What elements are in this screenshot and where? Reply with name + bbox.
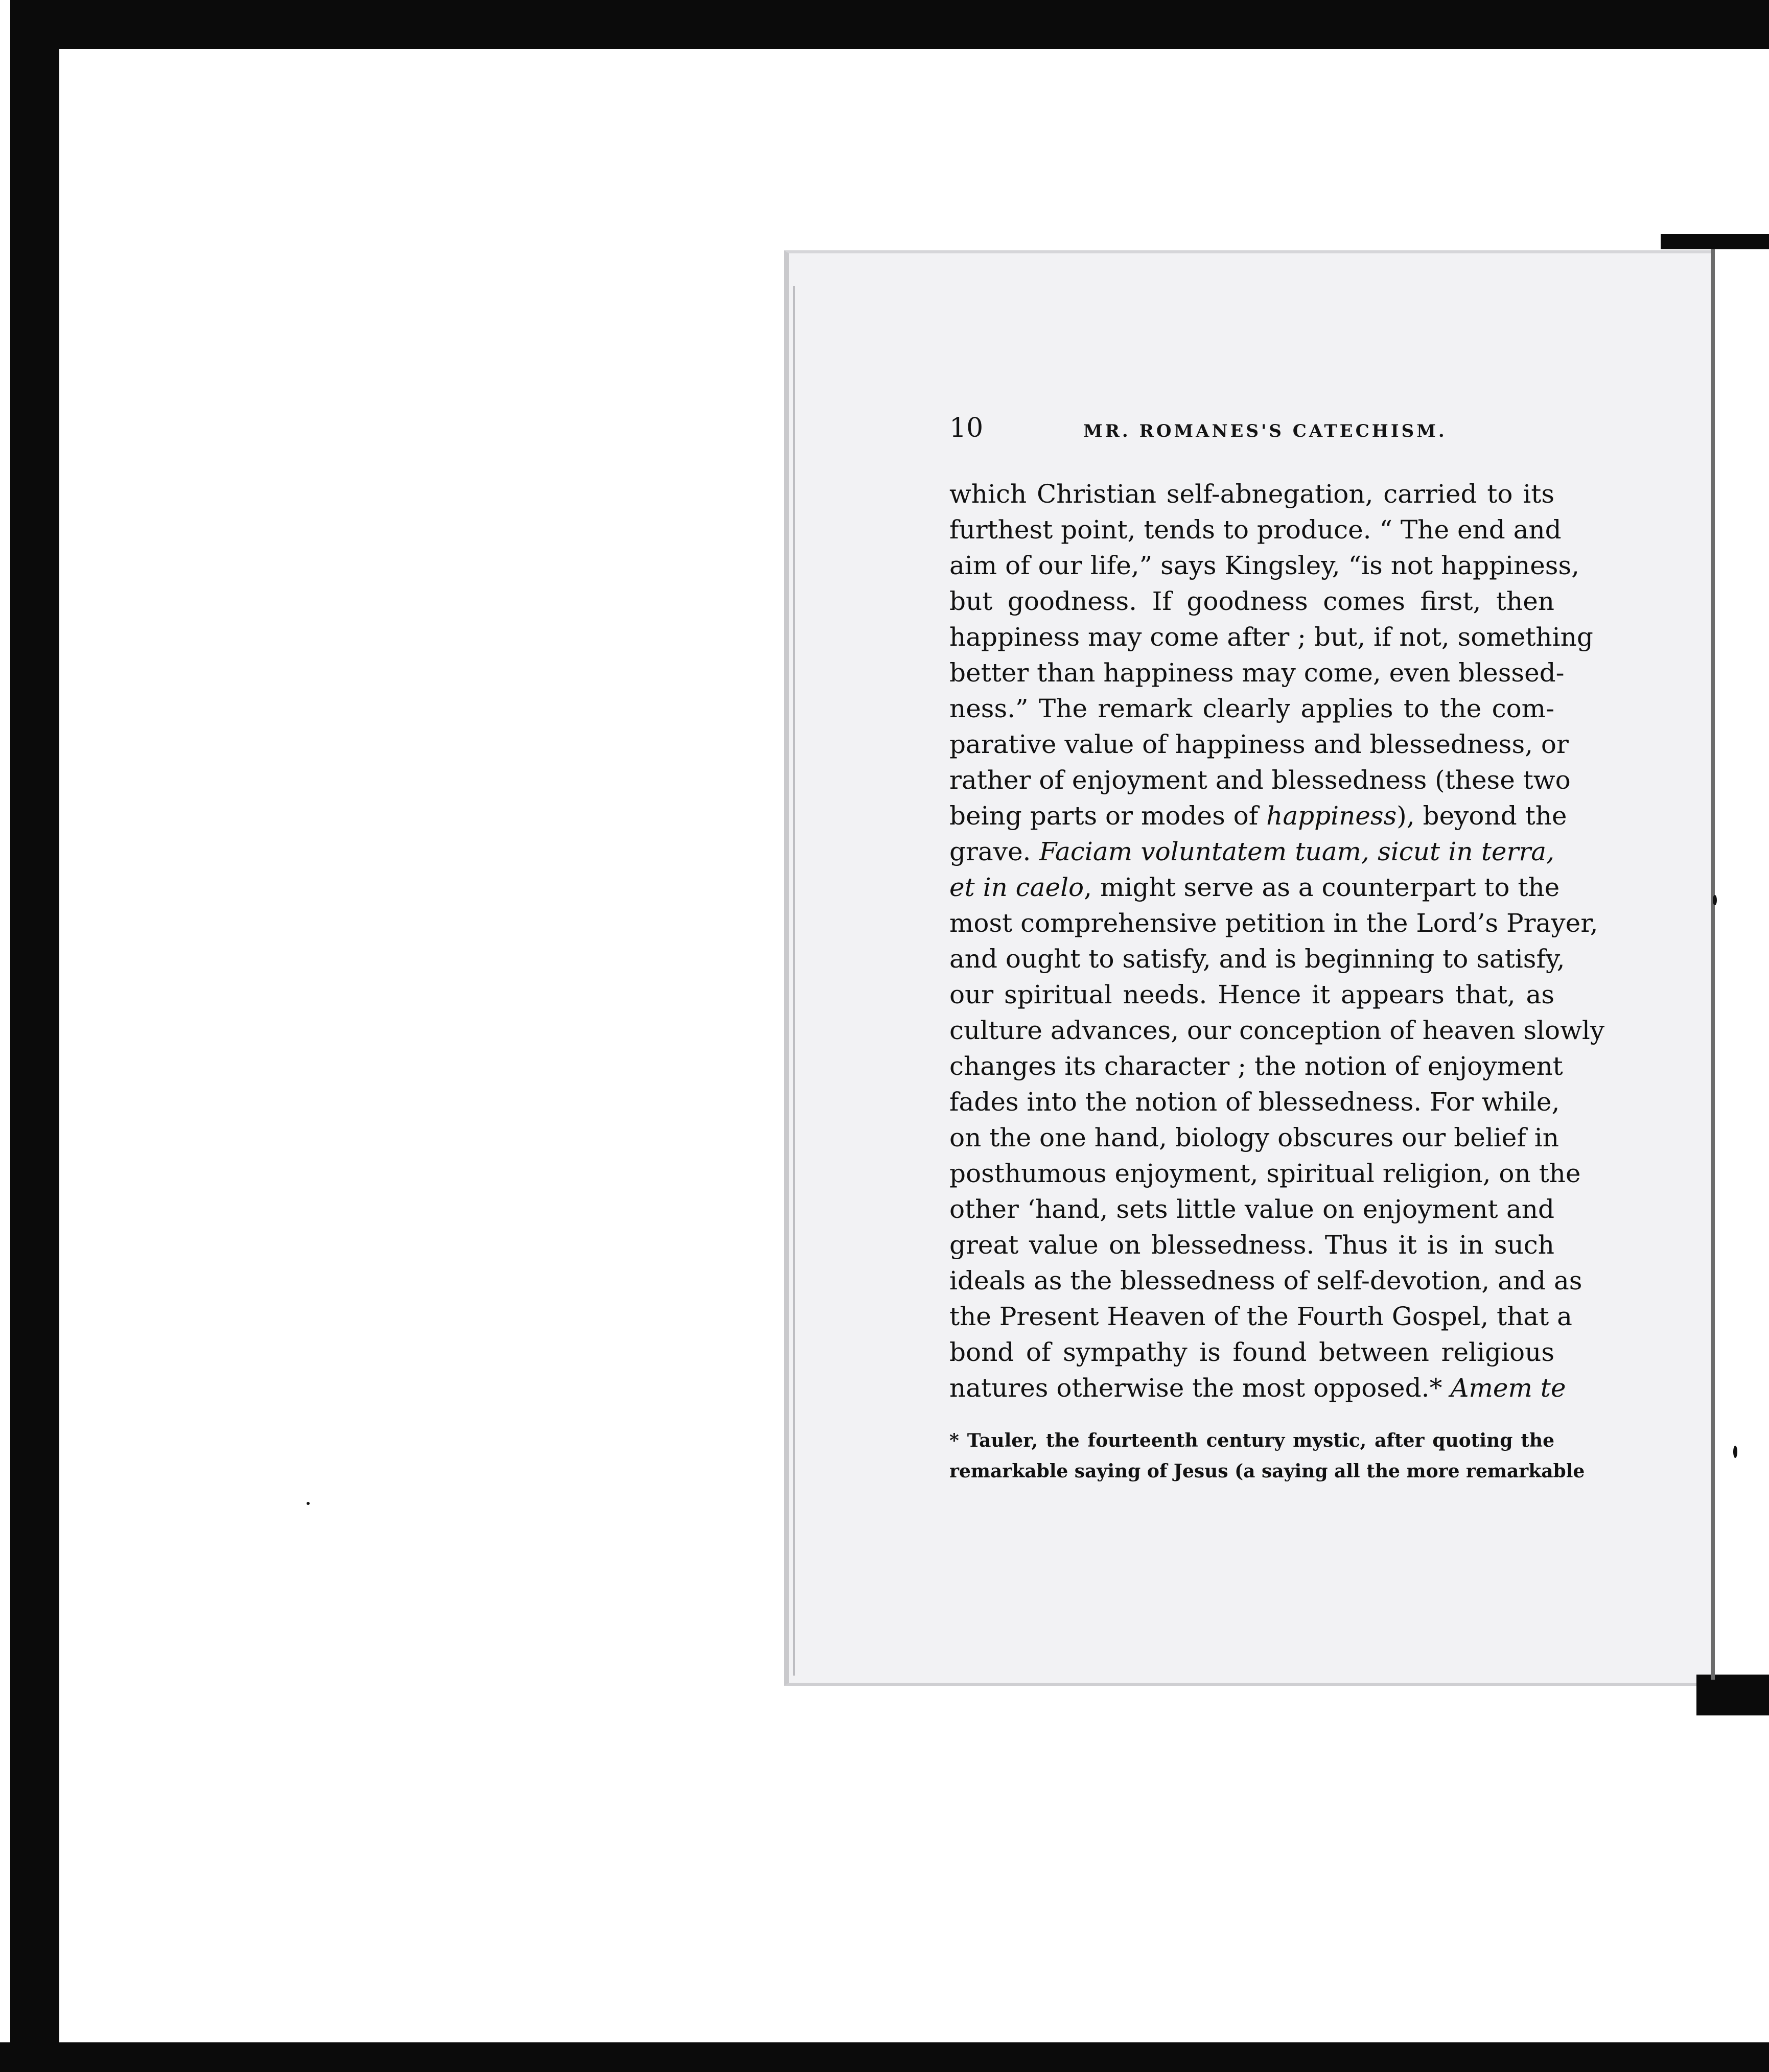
text-run: other ‘hand, sets little value on enjoyment and [949, 1194, 1554, 1224]
text-line [949, 548, 1580, 583]
text-run: natures otherwise the most opposed.* [949, 1373, 1451, 1403]
text-run: , might serve as a counterpart to the [1084, 873, 1560, 902]
page-header [949, 413, 1554, 449]
adjacent-page-edge-top [1661, 234, 1769, 249]
text-line [949, 1370, 1566, 1406]
text-run: ness.” The remark clearly applies to the com- [949, 694, 1554, 723]
text-run: great value on blessedness. Thus it is in such [949, 1230, 1554, 1260]
italic-text: Faciam voluntatem tuam, sicut in terra, [1039, 837, 1555, 866]
text-line [949, 1263, 1582, 1299]
text-run: on the one hand, biology obscures our belief in [949, 1123, 1559, 1152]
text-run: bond of sympathy is found between religious [949, 1337, 1554, 1367]
text-line [949, 905, 1598, 941]
text-run: ), beyond the [1396, 801, 1567, 831]
text-line [949, 834, 1554, 869]
text-line [949, 583, 1554, 619]
text-run: happiness may come after ; but, if not, something [949, 622, 1593, 652]
italic-text: et in caelo [949, 873, 1084, 902]
text-line [949, 691, 1554, 726]
scan-frame-bottom [0, 2042, 1769, 2072]
text-line [949, 726, 1569, 762]
adjacent-page-edge-line [1711, 249, 1715, 1680]
text-run: culture advances, our conception of heaven slowly [949, 1016, 1605, 1045]
text-run: furthest point, tends to produce. “ The end and [949, 515, 1562, 545]
footnote-line: * Tauler, the fourteenth century mystic, after quoting the [949, 1430, 1554, 1451]
text-run: grave. [949, 837, 1039, 866]
text-line [949, 1334, 1554, 1370]
text-run: rather of enjoyment and blessedness (these two [949, 765, 1571, 795]
text-line [949, 1084, 1560, 1120]
scan-frame-left-margin [0, 0, 10, 2072]
text-run: but goodness. If goodness comes first, then [949, 586, 1554, 616]
italic-text: happiness [1266, 801, 1397, 831]
footnote [949, 1425, 1585, 1487]
text-run: most comprehensive petition in the Lord’s Prayer, [949, 908, 1598, 938]
text-line [949, 1120, 1559, 1156]
text-line [949, 941, 1565, 977]
text-line [949, 1227, 1554, 1263]
text-run: aim of our life,” says Kingsley, “is not happiness, [949, 551, 1580, 580]
text-run: fades into the notion of blessedness. For while, [949, 1087, 1560, 1117]
text-line [949, 1191, 1554, 1227]
text-line [949, 977, 1554, 1013]
text-run: posthumous enjoyment, spiritual religion, on the [949, 1159, 1581, 1188]
text-line [949, 476, 1554, 512]
text-line [949, 1299, 1572, 1334]
text-run: changes its character ; the notion of enjoyment [949, 1051, 1563, 1081]
text-run: better than happiness may come, even blessed- [949, 658, 1565, 688]
scan-frame-top [0, 0, 1769, 49]
text-line [949, 1013, 1605, 1048]
scan-speck [1733, 1446, 1737, 1458]
text-run: our spiritual needs. Hence it appears that, as [949, 980, 1554, 1009]
running-title: MR. ROMANES'S CATECHISM. [1083, 421, 1447, 441]
scan-speck [1713, 895, 1717, 905]
text-line [949, 1048, 1563, 1084]
text-run: and ought to satisfy, and is beginning to satisfy, [949, 944, 1565, 974]
scan-speck [307, 1502, 310, 1505]
footnote-line: remarkable saying of Jesus (a saying all the more remarkable [949, 1461, 1585, 1482]
text-run: which Christian self-abnegation, carried to its [949, 479, 1554, 509]
text-run: ideals as the blessedness of self-devotion, and as [949, 1266, 1582, 1296]
adjacent-page-edge-bottom [1696, 1675, 1769, 1715]
page-number: 10 [949, 413, 984, 443]
page-gutter-line [793, 286, 795, 1676]
body-text [949, 476, 1605, 1406]
text-line [949, 619, 1593, 655]
text-line [949, 798, 1567, 834]
text-line [949, 655, 1565, 691]
text-line [949, 1156, 1581, 1191]
text-line [949, 762, 1571, 798]
text-run: being parts or modes of [949, 801, 1267, 831]
text-line [949, 512, 1562, 548]
text-line [949, 869, 1560, 905]
text-run: parative value of happiness and blessedness, or [949, 729, 1569, 759]
italic-text: Amem te [1450, 1373, 1566, 1403]
text-run: the Present Heaven of the Fourth Gospel, that a [949, 1302, 1572, 1331]
